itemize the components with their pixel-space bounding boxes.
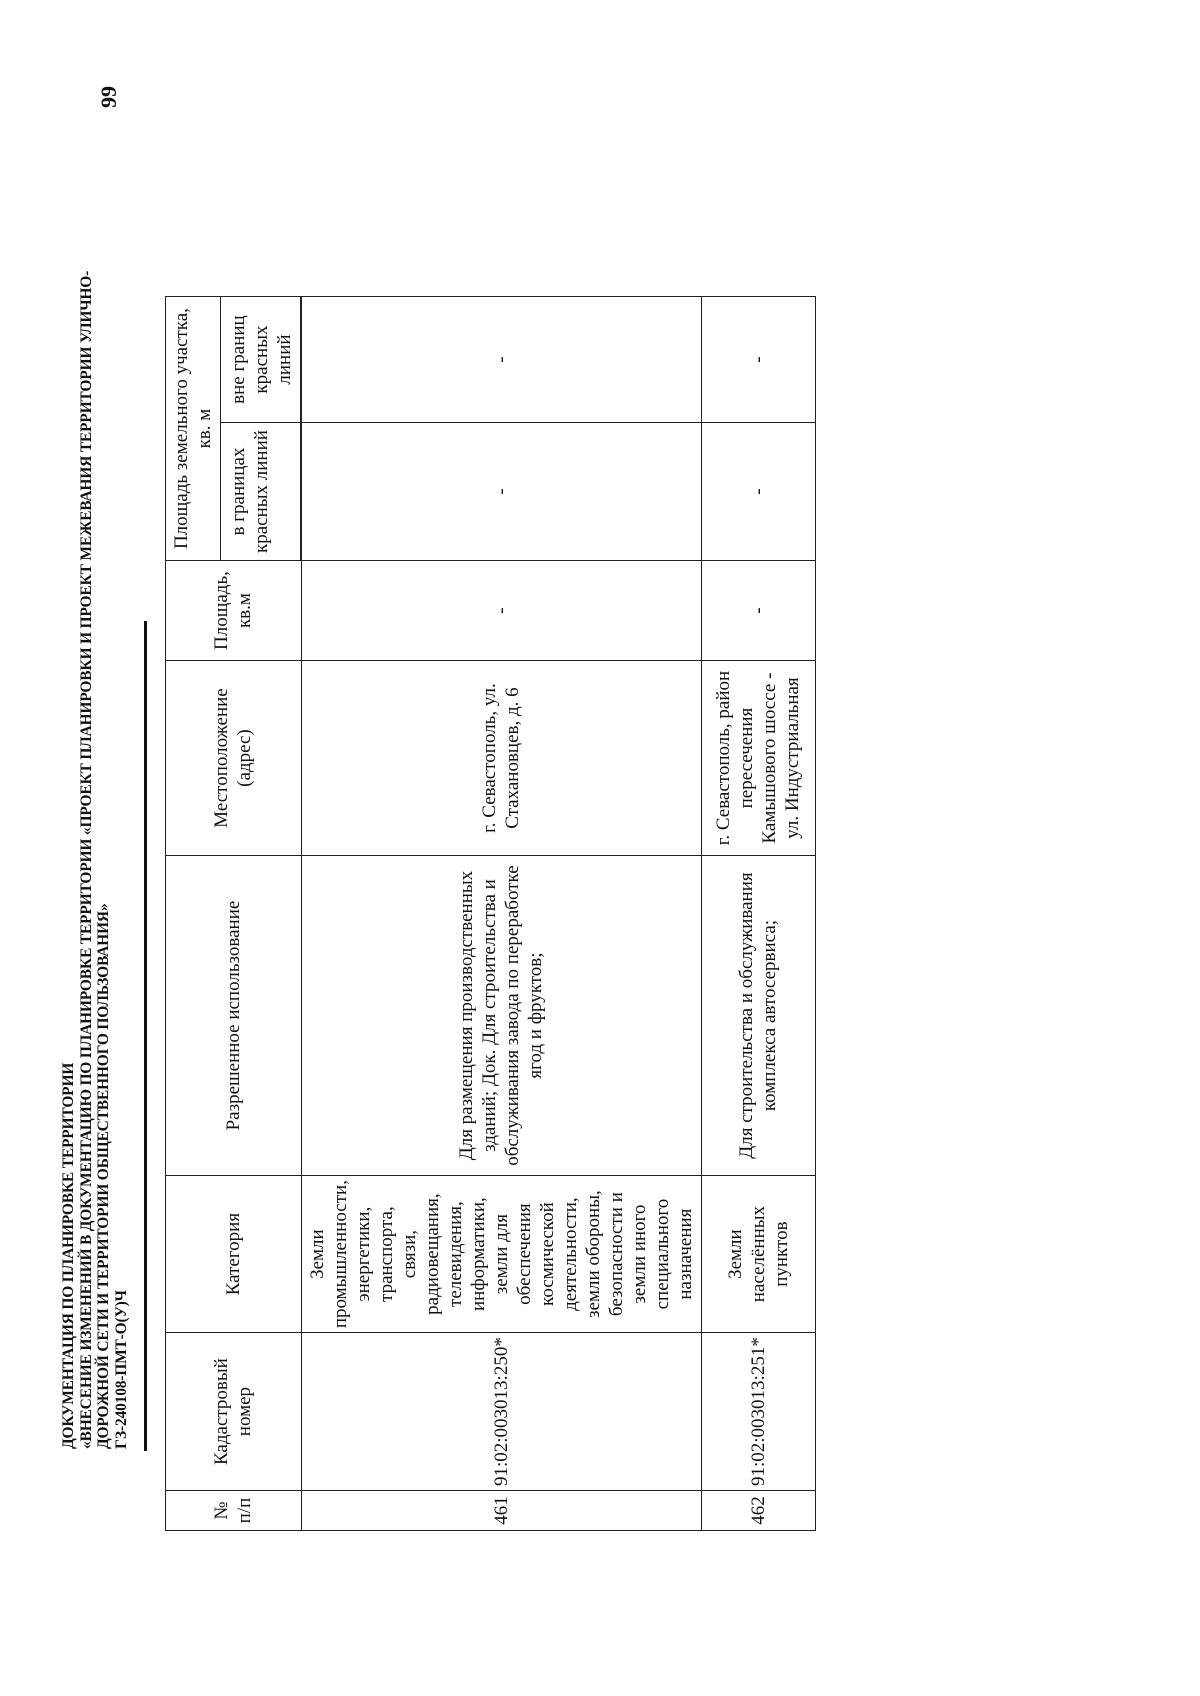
header-permitted-use: Разрешенное использование — [166, 856, 302, 1176]
cell-outside-red-lines: - — [301, 297, 701, 423]
cell-area: - — [701, 561, 815, 661]
cell-outside-red-lines: - — [701, 297, 815, 423]
header-inside-red-lines: в границах красных линий — [221, 423, 302, 561]
cell-num: 461 — [301, 1491, 701, 1531]
table-row — [301, 297, 701, 1531]
header-num: № п/п — [166, 1491, 302, 1531]
header-line: ДОРОЖНОЙ СЕТИ И ТЕРРИТОРИИ ОБЩЕСТВЕННОГО ПОЛЬЗОВАНИЯ» — [95, 903, 112, 1449]
document-header — [60, 149, 130, 1449]
header-area: Площадь, кв.м — [166, 561, 302, 661]
page-number: 99 — [96, 86, 121, 108]
table-row — [701, 297, 815, 1531]
header-line: «ВНЕСЕНИЕ ИЗМЕНЕНИЙ В ДОКУМЕНТАЦИЮ ПО ПЛАНИРОВКЕ ТЕРРИТОРИИ «ПРОЕКТ ПЛАНИРОВКИ И ПРОЕКТ МЕЖЕВАНИЯ ТЕРРИТОРИИ УЛИЧНО- — [77, 270, 95, 1449]
cell-permitted-use: Для строительства и обслуживания комплекса автосервиса; — [701, 856, 815, 1176]
header-line: ГЗ-240108-ПМТ-О(У)Ч — [112, 1290, 130, 1449]
cell-location: г. Севастополь, район пересечения Камышового шоссе - ул. Индустриальная — [701, 661, 815, 856]
cell-inside-red-lines: - — [301, 423, 701, 561]
header-cadastral: Кадастровый номер — [166, 1333, 302, 1491]
header-plot-area-group: Площадь земельного участка, кв. м — [166, 297, 221, 561]
header-outside-red-lines: вне границ красных линий — [221, 297, 302, 423]
cell-inside-red-lines: - — [701, 423, 815, 561]
cell-category: Земли населённых пунктов — [701, 1176, 815, 1333]
cell-category: Земли промышленности, энергетики, транспорта, связи, радиовещания, телевидения, информатики, земли для обеспечения космической деятельности, земли обороны, безопасности и земли иного специального назначения — [301, 1176, 701, 1333]
cell-location: г. Севастополь, ул. Стахановцев, д. 6 — [301, 661, 701, 856]
land-plots-table — [165, 296, 816, 1531]
header-rule — [144, 621, 147, 1451]
cell-num: 462 — [701, 1491, 815, 1531]
header-line: ДОКУМЕНТАЦИЯ ПО ПЛАНИРОВКЕ ТЕРРИТОРИИ — [60, 1062, 77, 1449]
cell-area: - — [301, 561, 701, 661]
cell-cadastral: 91:02:003013:250* — [301, 1333, 701, 1491]
cell-cadastral: 91:02:003013:251* — [701, 1333, 815, 1491]
cell-permitted-use: Для размещения производственных зданий; Док. Для строительства и обслуживания завода по переработке ягод и фруктов; — [301, 856, 701, 1176]
header-location: Местоположение (адрес) — [166, 661, 302, 856]
header-category: Категория — [166, 1176, 302, 1333]
